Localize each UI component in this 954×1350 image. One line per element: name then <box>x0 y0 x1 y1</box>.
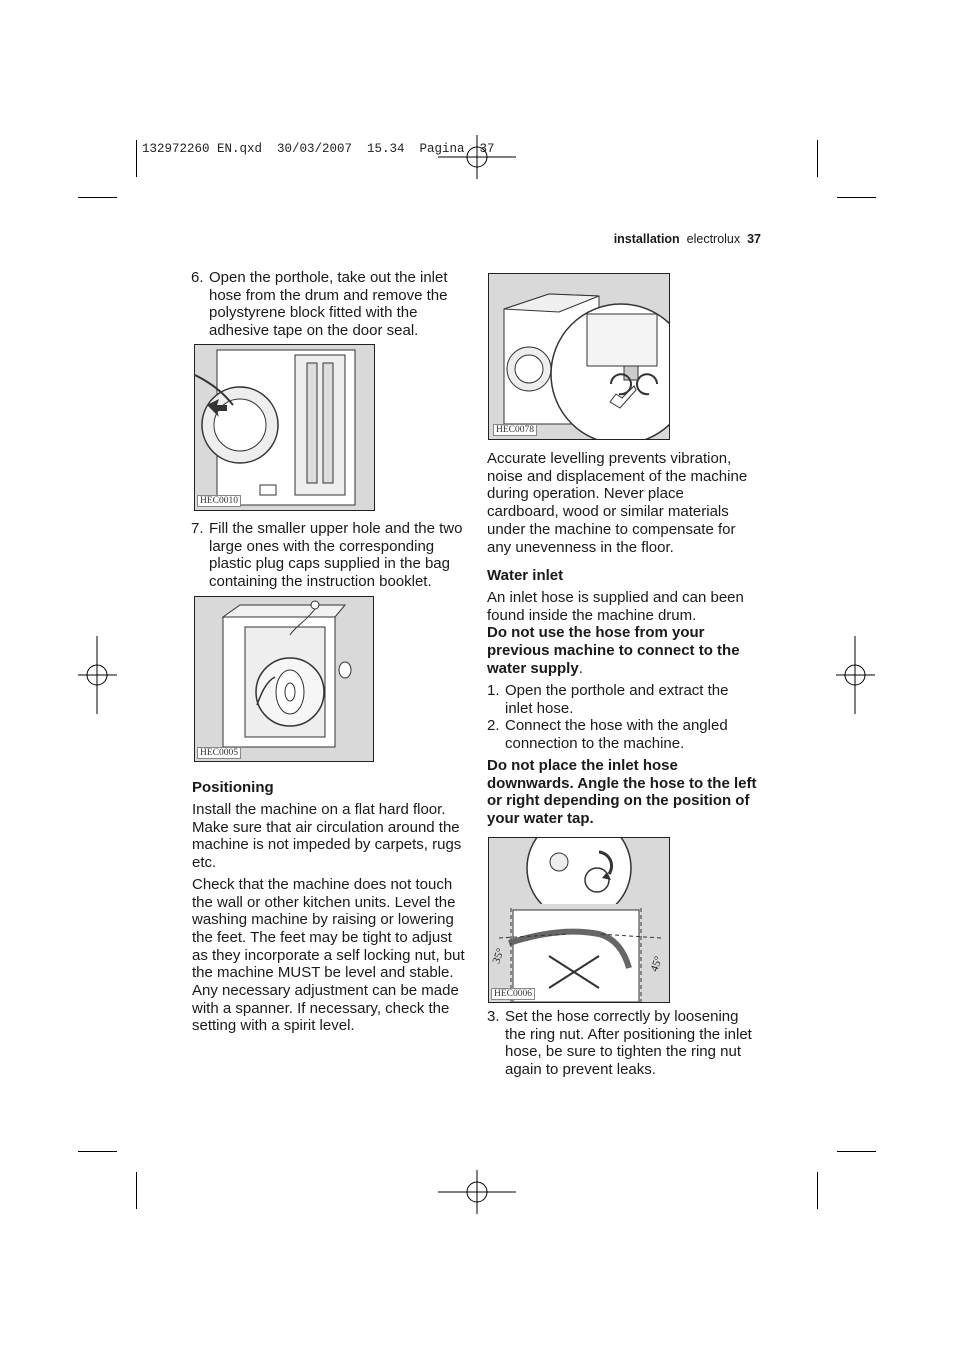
header-section: installation <box>613 232 680 246</box>
step-text: Fill the smaller upper hole and the two large ones with the corresponding plastic plug caps supplied in the bag containing the instruction booklet. <box>209 520 463 591</box>
step-2 <box>487 717 755 752</box>
crop-mark <box>78 197 117 198</box>
step-number: 6. <box>191 269 204 286</box>
page-number: 37 <box>747 232 761 246</box>
figure-plug-caps <box>194 596 374 762</box>
figure-code: HEC0006 <box>491 988 535 1000</box>
registration-mark-bottom <box>438 1170 518 1215</box>
water-inlet-steps <box>487 682 755 753</box>
crop-mark <box>837 1151 876 1152</box>
figure-levelling-feet <box>488 273 670 440</box>
step-text: Open the porthole, take out the inlet hose from the drum and remove the polystyrene block fitted with the adhesive tape on the door seal. <box>209 269 448 340</box>
step-number: 3. <box>487 1008 500 1025</box>
section-title-positioning: Positioning <box>192 779 274 796</box>
figure-code: HEC0078 <box>493 424 537 436</box>
step-text: Open the porthole and extract the inlet hose. <box>505 682 729 717</box>
warning-text: Do not use the hose from your previous machine to connect to the water supply <box>487 624 740 677</box>
figure-hose-angle <box>488 837 670 1003</box>
crop-mark <box>136 140 137 177</box>
figure-code: HEC0005 <box>197 747 241 759</box>
crop-mark <box>817 140 818 177</box>
paragraph: Install the machine on a flat hard floor. Make sure that air circulation around the machine is not impeded by carpets, rugs etc. <box>192 801 462 872</box>
registration-mark-right <box>836 636 876 716</box>
levelling-text: Accurate levelling prevents vibration, noise and displacement of the machine during operation. Never place cardboard, wood or similar materials under the machine to compensate for any unevenness in the floor. <box>487 450 748 556</box>
registration-mark-left <box>78 636 118 716</box>
crop-mark <box>136 1172 137 1209</box>
print-slug: 132972260 EN.qxd 30/03/2007 15.34 Pagina 37 <box>142 142 495 156</box>
running-header <box>614 232 761 246</box>
paragraph: Check that the machine does not touch the wall or other kitchen units. Level the washing machine by raising or lowering the feet. The feet may be tight to adjust as they incorporate a self locking nut, but the machine MUST be level and stable. <box>192 875 465 982</box>
warning-end: . <box>578 659 583 677</box>
crop-mark <box>817 1172 818 1209</box>
water-inlet-text <box>487 589 762 678</box>
step-number: 7. <box>191 520 204 537</box>
figure-code: HEC0010 <box>197 495 241 507</box>
warning-paragraph <box>487 624 762 677</box>
angle-label-right: 45° <box>648 954 665 974</box>
step-text: Set the hose correctly by loosening the ring nut. After positioning the inlet hose, be sure to tighten the ring nut again to prevent leaks. <box>505 1008 752 1079</box>
figure-remove-polystyrene <box>194 344 375 511</box>
positioning-text <box>192 801 467 1035</box>
section-title-water-inlet: Water inlet <box>487 567 564 584</box>
paragraph: Any necessary adjustment can be made with a spanner. If necessary, check the setting with a spirit level. <box>192 982 459 1035</box>
step-number: 2. <box>487 717 500 735</box>
step-number: 1. <box>487 682 500 699</box>
header-brand: electrolux <box>686 232 741 246</box>
crop-mark <box>837 197 876 198</box>
crop-mark <box>78 1151 117 1152</box>
step-3 <box>487 1008 759 1079</box>
paragraph: An inlet hose is supplied and can been found inside the machine drum. <box>487 589 744 624</box>
step-6 <box>191 269 463 340</box>
warning-hose-direction: Do not place the inlet hose downwards. Angle the hose to the left or right depending on the position of your water tap. <box>487 757 757 828</box>
step-1 <box>487 682 755 717</box>
angle-label-left: 35° <box>490 946 507 966</box>
step-text: Connect the hose with the angled connection to the machine. <box>505 717 728 753</box>
step-7 <box>191 520 466 591</box>
